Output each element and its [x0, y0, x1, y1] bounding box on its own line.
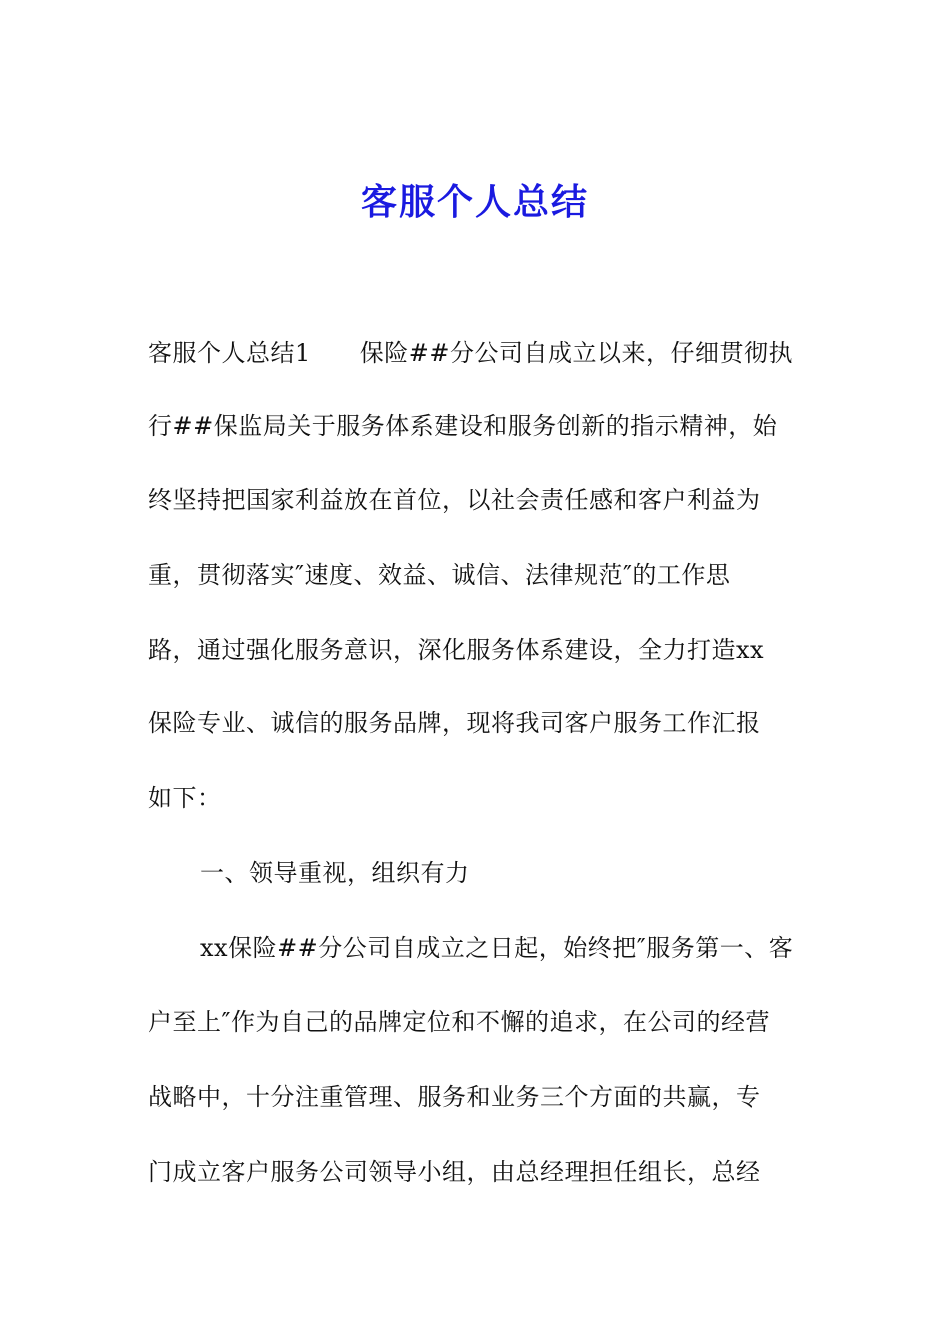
paragraph-line: 重，贯彻落实″速度、效益、诚信、法律规范″的工作思	[148, 561, 731, 589]
paragraph-line: 如下：	[148, 784, 222, 812]
section-heading: 一、领导重视，组织有力	[200, 859, 470, 887]
paragraph-line: 户至上″作为自己的品牌定位和不懈的追求，在公司的经营	[148, 1008, 770, 1036]
paragraph-line: 保险专业、诚信的服务品牌，现将我司客户服务工作汇报	[148, 709, 761, 737]
paragraph-line: 门成立客户服务公司领导小组，由总经理担任组长，总经	[148, 1158, 761, 1186]
document-title: 客服个人总结	[360, 181, 589, 223]
paragraph-line: 路，通过强化服务意识，深化服务体系建设，全力打造xx	[148, 636, 765, 664]
paragraph-line: 客服个人总结1 保险##分公司自成立以来，仔细贯彻执	[148, 339, 793, 367]
paragraph-line: 终坚持把国家利益放在首位，以社会责任感和客户利益为	[148, 486, 761, 514]
paragraph-line: 战略中，十分注重管理、服务和业务三个方面的共赢，专	[148, 1083, 761, 1111]
paragraph-line: xx保险##分公司自成立之日起，始终把″服务第一、客	[200, 934, 794, 962]
paragraph-line: 行##保监局关于服务体系建设和服务创新的指示精神，始	[148, 412, 778, 440]
